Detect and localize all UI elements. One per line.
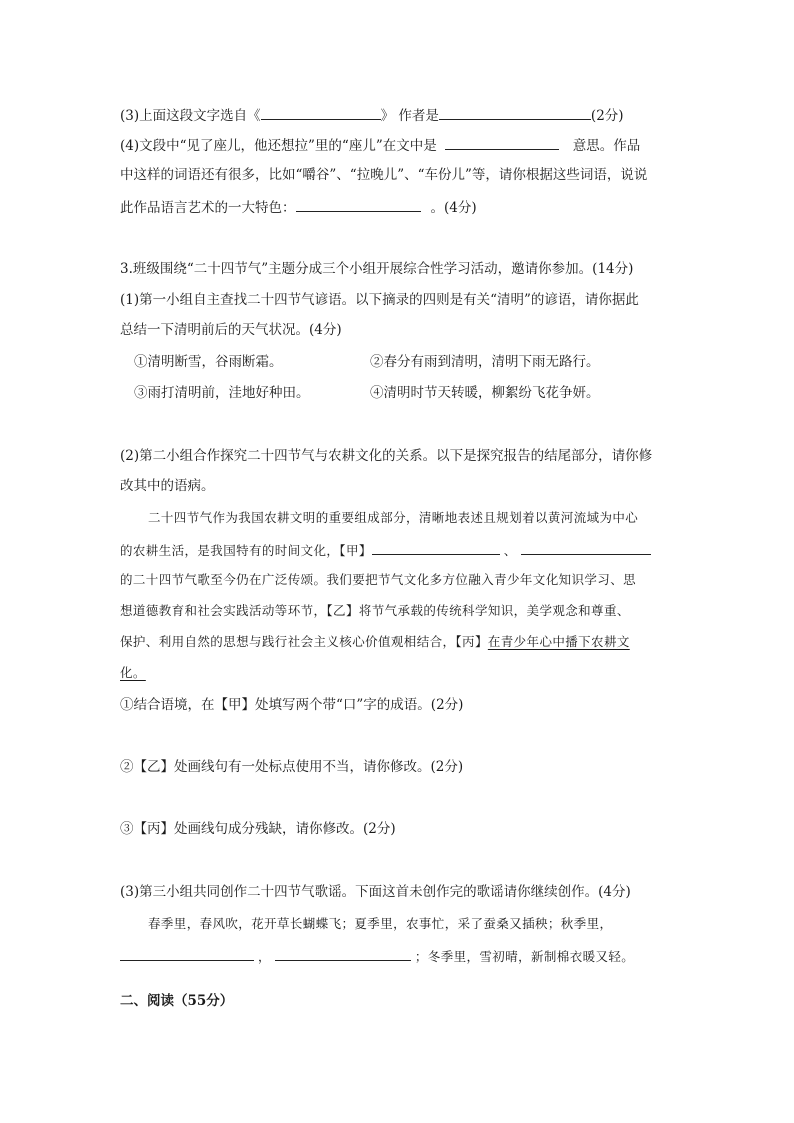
report-line: 想道德教育和社会实践活动等环节，【乙】将节气承载的传统科学知识，美学观念和尊重、 <box>120 603 630 618</box>
q2-part4-line3: 此作品语言艺术的一大特色： 。(4分) <box>120 197 477 217</box>
sub-question-2: ②【乙】处画线句有一处标点使用不当，请你修改。(2分) <box>120 759 464 775</box>
report-line: 保护、利用自然的思想与践行社会主义核心价值观相结合，【丙】在青少年心中播下农耕文 <box>120 634 630 649</box>
proverb-item: ③雨打清明前，洼地好种田。 <box>134 385 310 401</box>
song-line: ， ；冬季里，雪初晴，新制棉衣暖又轻。 <box>120 946 634 966</box>
song-line: 春季里，春风吹，花开草长蝴蝶飞；夏季里，农事忙，采了蚕桑又插秧；秋季里， <box>148 916 613 931</box>
proverb-item: ④清明时节天转暖，柳絮纷飞花争妍。 <box>370 385 600 401</box>
report-line: 的二十四节气歌至今仍在广泛传颂。我们要把节气文化多方位融入青少年文化知识学习、思 <box>120 572 637 587</box>
blank-jia-idiom-1[interactable] <box>372 540 500 555</box>
section-reading-title: 二、阅读（55分） <box>120 993 234 1009</box>
proverb-item: ①清明断雪，谷雨断霜。 <box>134 354 283 370</box>
blank-language-feature[interactable] <box>296 197 421 212</box>
sub-question-3: ③【丙】处画线句成分残缺，请你修改。(2分) <box>120 821 396 837</box>
blank-zuoer-meaning[interactable] <box>445 135 559 150</box>
report-line <box>120 664 146 682</box>
q3-intro: 3.班级围绕“二十四节气”主题分成三个小组开展综合性学习活动，邀请你参加。(14分) <box>120 261 634 277</box>
underlined-sentence-bing: 在青少年心中播下农耕文 <box>487 634 630 649</box>
q3-part3-intro: (3)第三小组共同创作二十四节气歌谣。下面这首未创作完的歌谣请你继续创作。(4分) <box>120 884 631 900</box>
sub-question-1: ①结合语境，在【甲】处填写两个带“口”字的成语。(2分) <box>120 697 464 713</box>
blank-author[interactable] <box>439 105 591 120</box>
q2-part4-line1: (4)文段中“见了座儿，他还想拉”里的“座儿”在文中是 意思。作品 <box>120 135 640 155</box>
q3-part2-line1: (2)第二小组合作探究二十四节气与农耕文化的关系。以下是探究报告的结尾部分，请你修 <box>120 448 653 464</box>
blank-book-title[interactable] <box>261 105 381 120</box>
blank-autumn-1[interactable] <box>120 946 254 961</box>
blank-autumn-2[interactable] <box>275 946 411 961</box>
report-line: 二十四节气作为我国农耕文明的重要组成部分，清晰地表述且规划着以黄河流域为中心 <box>148 510 639 525</box>
report-line: 的农耕生活，是我国特有的时间文化，【甲】 、 <box>120 540 651 560</box>
q3-part1-line1: (1)第一小组自主查找二十四节气谚语。以下摘录的四则是有关“清明”的谚语，请你据此 <box>120 292 639 308</box>
underlined-sentence-bing-end: 化。 <box>120 665 146 680</box>
q2-part4-line2: 中这样的词语还有很多，比如“嚼谷”、“拉晚儿”、“车份儿”等，请你根据这些词语，说说 <box>120 167 648 183</box>
q2-part3: (3)上面这段文字选自《 》 作者是 (2分) <box>120 105 624 125</box>
q3-part2-line2: 改其中的语病。 <box>120 478 215 494</box>
q3-part1-line2: 总结一下清明前后的天气状况。(4分) <box>120 322 342 338</box>
proverb-item: ②春分有雨到清明，清明下雨无路行。 <box>370 354 600 370</box>
blank-jia-idiom-2[interactable] <box>521 540 651 555</box>
